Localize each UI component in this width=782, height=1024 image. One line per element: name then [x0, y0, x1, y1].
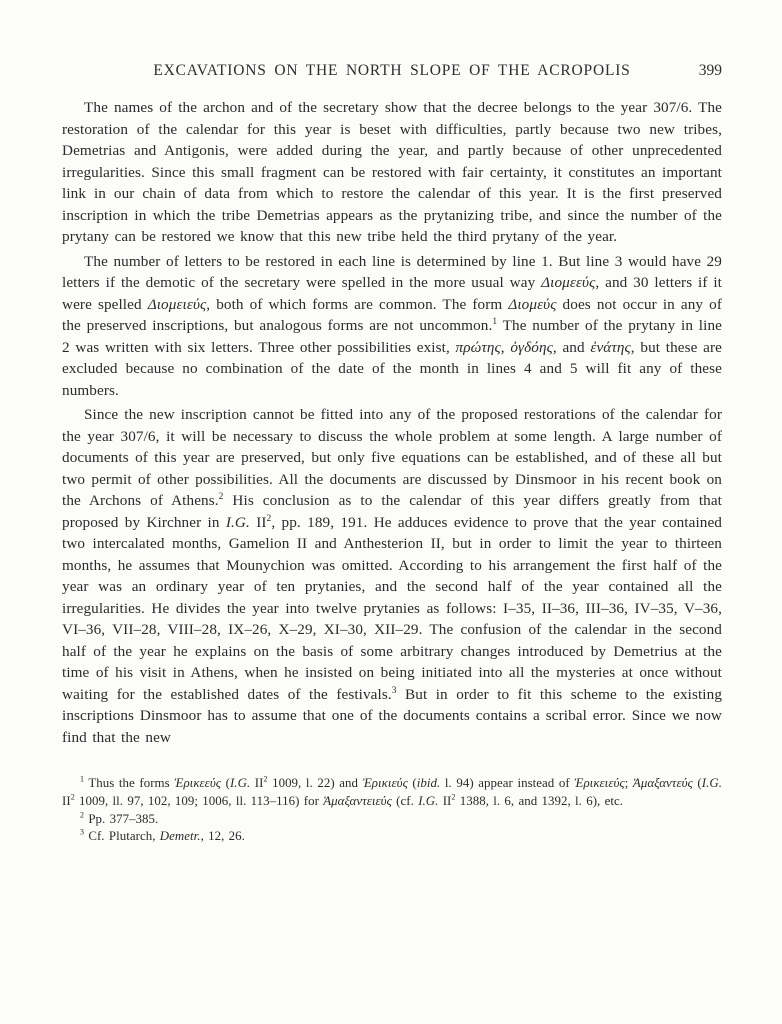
footnote-marker: 2 — [451, 792, 456, 802]
page-header-title: EXCAVATIONS ON THE NORTH SLOPE OF THE ACROPOLIS — [153, 62, 631, 79]
text-column — [62, 62, 722, 846]
footnote-marker: 1 — [80, 774, 85, 784]
text-run: II — [438, 793, 452, 808]
text-run: The number of letters to be restored in each line is determined by line 1. But line 3 would have 29 letters if the demotic of the secretary were spelled in the more usual way — [62, 252, 722, 291]
text-run: ; — [624, 776, 633, 790]
footnote-2 — [62, 811, 722, 829]
footnote-marker: 2 — [263, 774, 268, 784]
footnote-marker: 3 — [80, 828, 85, 838]
italic-text-run: ὀγδόης — [510, 338, 553, 356]
text-run: II — [249, 513, 267, 531]
text-run: II — [250, 776, 264, 790]
text-run: 1009, l. 22) and — [267, 776, 363, 790]
italic-text-run: I.G. — [418, 793, 439, 808]
italic-text-run: Ἁμαξαντεύς — [632, 776, 693, 790]
italic-text-run: I.G. — [225, 513, 250, 531]
footnote-marker: 1 — [492, 316, 498, 327]
text-run: Thus the forms — [84, 776, 175, 790]
italic-text-run: I.G. — [701, 776, 722, 790]
footnotes — [62, 775, 722, 846]
italic-text-run: Διομεεύς — [541, 274, 596, 291]
text-run: Pp. 377–385. — [84, 811, 159, 826]
text-run: But in order to fit this scheme to the existing inscriptions Dinsmoor has to assume that one of the documents contains a scribal error. Since we now find that the new — [62, 685, 723, 746]
footnote-3 — [62, 828, 722, 846]
body-text — [62, 97, 722, 748]
text-run: 1009, ll. 97, 102, 109; 1006, ll. 113–116) for — [74, 793, 324, 808]
italic-text-run: Ἐρικιεύς — [362, 776, 408, 790]
italic-text-run: Διομειεύς — [147, 295, 207, 313]
text-run: The names of the archon and of the secretary show that the decree belongs to the year 307/6. The restoration of the calendar for this year is beset with difficulties, partly because two new tribes, Demetrias and Antigonis, were added during the year, and partly because of other unprecedented irregularities. Since this small fragment can be restored with fair certainty, it constitutes an important link in our chain of data from which to restore the calendar of this year. It is the first preserved inscription in which the tribe Demetrias appears as the prytanizing tribe, and since the number of the prytany can be restored we know that this new tribe held the third prytany of the year. — [62, 99, 722, 245]
paragraph-calendar-discussion — [62, 404, 722, 748]
footnote-marker: 3 — [391, 685, 397, 696]
text-run: does not occur in any of the preserved inscriptions, but analogous forms are not uncommon. — [62, 295, 722, 334]
text-run: His conclusion as to the calendar of this year differs greatly from that proposed by Kirchner in — [62, 492, 723, 531]
italic-text-run: Ἐρικειεύς — [574, 776, 625, 790]
text-run: , — [500, 338, 511, 356]
text-run: Since the new inscription cannot be fitted into any of the proposed restorations of the calendar for the year 307/6, it will be necessary to discuss the whole problem at some length. A large number of documents of this year are preserved, but only five equations can be established, and of these all but two permit of other possibilities. All the documents are discussed by Dinsmoor in his recent book on the Archons of Athens. — [62, 406, 722, 509]
text-run: , both of which forms are common. The form — [206, 295, 509, 313]
paragraph-archon-secretary — [62, 97, 722, 248]
text-run: ( — [407, 776, 417, 790]
text-run: ( — [221, 776, 230, 790]
running-head — [62, 62, 722, 80]
text-run: (cf. — [391, 793, 419, 808]
footnote-1 — [62, 775, 722, 811]
text-run: l. 94) appear instead of — [440, 776, 575, 790]
italic-text-run: Ἁμαξαντειεύς — [323, 793, 392, 808]
text-run: II — [62, 793, 71, 808]
text-run: The number of the prytany in line 2 was written with six letters. Three other possibilities exist, — [62, 317, 722, 356]
italic-text-run: Διομεύς — [508, 295, 557, 313]
text-run: , and — [552, 338, 591, 356]
text-run: , but these are excluded because no combination of the date of the month in lines 4 and 5 will fit any of these numbers. — [62, 338, 722, 399]
text-run: , 12, 26. — [200, 829, 245, 844]
italic-text-run: ἐνάτης — [590, 338, 631, 356]
footnote-marker: 2 — [218, 491, 224, 502]
italic-text-run: ibid. — [416, 776, 441, 790]
page-number: 399 — [698, 62, 722, 79]
text-run: , and 30 letters if it were spelled — [62, 274, 723, 313]
italic-text-run: I.G. — [229, 776, 251, 790]
text-run: ( — [692, 776, 702, 790]
footnote-marker: 2 — [70, 792, 75, 802]
italic-text-run: πρώτης — [455, 338, 501, 356]
italic-text-run: Ἐρικεεύς — [174, 776, 222, 790]
footnote-marker: 2 — [266, 513, 272, 524]
paragraph-letter-counts — [62, 251, 722, 402]
text-run: , pp. 189, 191. He adduces evidence to prove that the year contained two intercalated months, Gamelion II and Anthesterion II, but in order to limit the year to thirteen months, he assumes that Mounychion was omitted. According to his arrangement the first half of the year was an ordinary year of ten prytanies, and the second half of the year contained all the irregularities. He divides the year into twelve prytanies as follows: I–35, II–36, III–36, IV–35, V–36, VI–36, VII–28, VIII–28, IX–26, X–29, XI–30, XII–29. The confusion of the calendar in the second half of the year he explains on the basis of some arbitrary changes introduced by Demetrius at the time of his visit in Athens, when he insisted on being initiated into all the mysteries at once without waiting for the established dates of the festivals. — [62, 513, 723, 703]
text-run: Cf. Plutarch, — [84, 829, 160, 844]
italic-text-run: Demetr. — [159, 829, 201, 844]
text-run: 1388, l. 6, and 1392, l. 6), etc. — [455, 793, 624, 808]
footnote-marker: 2 — [80, 810, 85, 820]
